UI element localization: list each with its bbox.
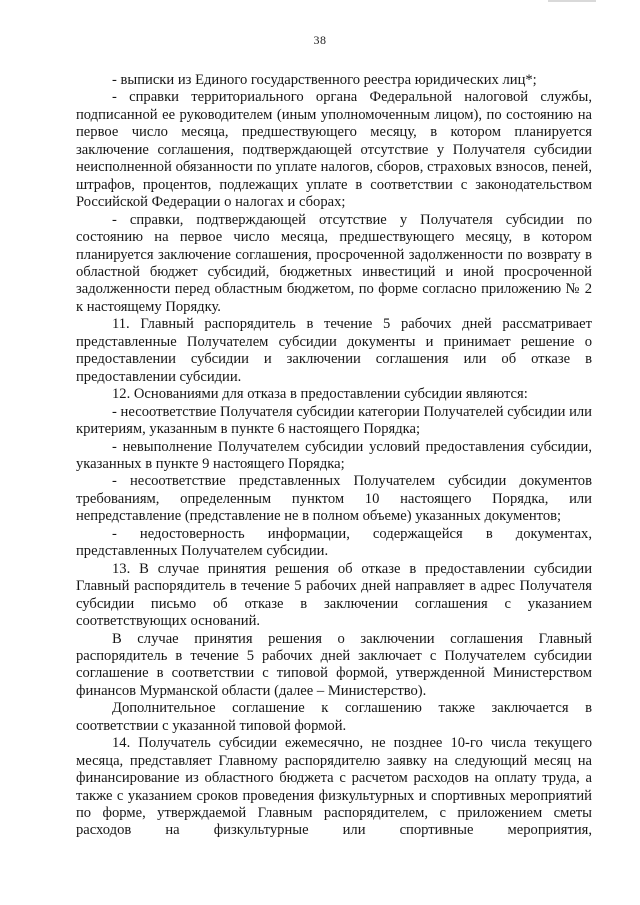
paragraph-clause-13: 13. В случае принятия решения об отказе в предоставлении субсидии Главный распорядитель в течение 5 рабочих дней направляет в адрес Получателя субсидии письмо об отказе в заключении соглашения с указанием соответствующих оснований. (76, 560, 592, 630)
page-number: 38 (313, 33, 327, 47)
paragraph-egrul-extract: - выписки из Единого государственного реестра юридических лиц*; (112, 72, 537, 88)
paragraph-additional-agreement: Дополнительное соглашение к соглашению также заключается в соответствии с указанной типовой формой. (76, 700, 592, 734)
paragraph-agreement-conclusion: В случае принятия решения о заключении соглашения Главный распорядитель в течение 5 рабочих дней заключает с Получателем субсидии соглашение в соответствии с типовой формой, утвержденной Министерством финансов Мурманской области (далее – Министерство). (76, 630, 592, 699)
paragraph-refusal-ground-2: - невыполнение Получателем субсидии условий предоставления субсидии, указанных в пункте 9 настоящего Порядка; (76, 438, 592, 472)
paragraph-refusal-ground-4: - недостоверность информации, содержащейся в документах, представленных Получателем субсидии. (76, 525, 592, 560)
paragraph-clause-14: 14. Получатель субсидии ежемесячно, не позднее 10-го числа текущего месяца, представляет Главному распорядителю заявку на следующий месяц на финансирование из областного бюджета с расчетом расходов на оплату труда, а также с указанием сроков проведения физкультурных и спортивных мероприятий по форме, утверждаемой Главным распорядителем, с приложением сметы расходов на физкультурные или спортивные мероприятия, (76, 735, 592, 839)
paragraph-clause-12: 12. Основаниями для отказа в предоставлении субсидии являются: (112, 386, 528, 403)
paragraph-clause-11: 11. Главный распорядитель в течение 5 рабочих дней рассматривает представленные Получателем субсидии документы и принимает решение о предоставлении субсидии и заключении соглашения или об отказе в предоставлении субсидии. (76, 316, 592, 385)
scan-edge-mark (548, 0, 596, 2)
paragraph-tax-certificate: - справки территориального органа Федеральной налоговой службы, подписанной ее руководителем (иным уполномоченным лицом), по состоянию на первое число месяца, предшествующего месяцу, в котором планируется заключение соглашения, подтверждающей отсутствие у Получателя субсидии неисполненной обязанности по уплате налогов, сборов, страховых взносов, пеней, штрафов, процентов, подлежащих уплате в соответствии с законодательством Российской Федерации о налогах и сборах; (76, 89, 592, 211)
paragraph-refusal-ground-1: - несоответствие Получателя субсидии категории Получателей субсидии или критериям, указанным в пункте 6 настоящего Порядка; (76, 403, 592, 438)
paragraph-debt-certificate: - справки, подтверждающей отсутствие у Получателя субсидии по состоянию на первое число месяца, предшествующего месяцу, в котором планируется заключение соглашения, просроченной задолженности по возврату в областной бюджет субсидий, бюджетных инвестиций и иной просроченной задолженности перед областным бюджетом, по форме согласно приложению № 2 к настоящему Порядку. (76, 211, 592, 315)
paragraph-refusal-ground-3: - несоответствие представленных Получателем субсидии документов требованиям, определенным пунктом 10 настоящего Порядка, или непредставление (представление не в полном объеме) указанных документов; (76, 473, 592, 525)
document-body (76, 72, 592, 840)
